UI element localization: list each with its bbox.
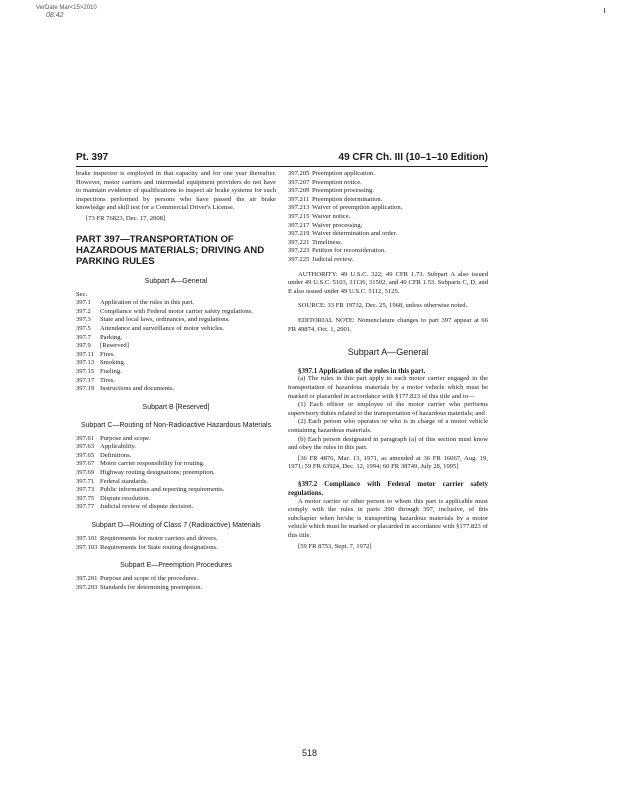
toc-section-title: Judicial review.	[312, 255, 354, 263]
sec-label: Sec.	[76, 290, 88, 298]
toc-section-number: 397.63	[76, 443, 95, 451]
running-header	[76, 152, 488, 163]
toc-section-title: Federal standards.	[100, 477, 148, 485]
subpart-c-heading: Subpart C—Routing of Non-Radioactive Hazardous Materials	[80, 421, 272, 429]
toc-section-title: Waiver determination and order.	[312, 230, 398, 238]
toc-section-number: 397.201	[76, 575, 98, 583]
toc-section-title: Dispute resolution.	[100, 494, 151, 502]
toc-section-title: Waiver notice.	[312, 212, 351, 220]
toc-entry	[76, 334, 276, 343]
toc-section-number: 397.221	[288, 238, 310, 246]
toc-section-number: 397.5	[76, 324, 91, 332]
toc-section-number: 397.13	[76, 359, 95, 367]
stamp-date: VerDate Mar<15>2010	[36, 5, 97, 11]
toc-section-title: Judicial review of dispute decision.	[100, 503, 194, 511]
toc-section-number: 397.9	[76, 342, 91, 350]
toc-section-number: 397.75	[76, 494, 95, 502]
part-title: PART 397—TRANSPORTATION OF HAZARDOUS MATERIALS; DRIVING AND PARKING RULES	[76, 233, 265, 267]
intro-paragraph: brake inspector is employed in that capacity and for one year thereafter. However, motor carriers and intermodal equipment providers do not have to maintain evidence of qualifications to inspect air brake systems for such inspections performed by persons who have passed the air brake knowledge and skill test for a Commercial Driver's License.	[76, 170, 276, 212]
toc-section-number: 397.213	[288, 204, 310, 212]
toc-section-number: 397.2	[76, 307, 91, 315]
subpart-b-heading: Subpart B [Reserved]	[142, 403, 210, 411]
subpart-d-toc	[76, 535, 276, 552]
toc-entry	[288, 187, 488, 196]
subpart-a-toc	[76, 299, 276, 394]
toc-section-number: 397.1	[76, 299, 91, 307]
toc-section-title: Highway routing designations; preemption.	[100, 469, 215, 477]
toc-entry	[76, 469, 276, 478]
toc-section-title: Preemption application.	[312, 170, 375, 177]
toc-entry	[76, 351, 276, 360]
toc-section-number: 397.67	[76, 460, 95, 468]
toc-section-title: Purpose and scope of the procedures.	[100, 575, 199, 583]
toc-section-title: Tires.	[100, 376, 115, 384]
toc-section-title: Preemption processing.	[312, 187, 374, 195]
toc-entry	[76, 368, 276, 377]
toc-entry	[76, 486, 276, 495]
toc-section-number: 397.73	[76, 486, 95, 494]
toc-entry	[288, 179, 488, 188]
toc-entry	[76, 575, 276, 584]
toc-section-title: Attendance and surveillance of motor vehicles.	[100, 324, 225, 332]
subpart-e-toc	[76, 575, 276, 592]
toc-entry	[76, 299, 276, 308]
toc-section-number: 397.223	[288, 247, 310, 255]
left-column	[76, 170, 276, 592]
toc-section-number: 397.215	[288, 212, 310, 220]
right-column	[288, 170, 488, 551]
toc-entry	[76, 584, 276, 593]
toc-section-title: Applicability.	[100, 443, 137, 451]
toc-section-number: 397.103	[76, 543, 98, 551]
header-title: 49 CFR Ch. III (10–1–10 Edition)	[338, 152, 488, 163]
toc-entry	[288, 222, 488, 231]
header-part: Pt. 397	[76, 152, 109, 163]
toc-section-title: Compliance with Federal motor carrier safety regulations.	[100, 307, 253, 315]
toc-section-number: 397.225	[288, 255, 310, 263]
subpart-e-heading: Subpart E—Preemption Procedures	[120, 562, 232, 570]
toc-entry	[76, 359, 276, 368]
toc-section-title: Purpose and scope.	[100, 434, 151, 442]
toc-section-number: 397.77	[76, 503, 95, 511]
page-number: 518	[301, 748, 318, 758]
toc-entry	[76, 308, 276, 317]
toc-section-number: 397.17	[76, 376, 95, 384]
toc-section-number: 397.11	[76, 350, 94, 358]
editorial-note: EDITORIAL NOTE: Nomenclature changes to part 397 appear at 66 FR 49874, Oct. 1, 2001.	[288, 316, 488, 333]
toc-entry	[76, 544, 276, 553]
toc-section-number: 397.203	[76, 583, 98, 591]
section-397-1-a1: (1) Each officer or employee of the motor carrier who performs supervisory duties related to the transportation of hazardous materials; and	[288, 401, 488, 417]
toc-section-number: 397.207	[288, 178, 310, 186]
toc-section-number: 397.7	[76, 333, 91, 341]
toc-section-number: 397.71	[76, 477, 95, 485]
section-397-1-a: (a) The rules in this part apply to each motor carrier engaged in the transportation of hazardous materials by a motor vehicle which must be marked or placarded in accordance with §177.823 of this title and to—	[288, 375, 488, 400]
toc-section-title: Motor carrier responsibility for routing.	[100, 460, 205, 468]
source-note: SOURCE: 33 FR 19732, Dec. 25, 1968, unless otherwise noted.	[298, 302, 468, 310]
subpart-a-title: Subpart A—General	[347, 347, 429, 358]
toc-section-title: Fueling.	[100, 367, 122, 375]
toc-entry	[288, 170, 488, 179]
toc-section-number: 397.205	[288, 170, 310, 177]
toc-section-number: 397.3	[76, 316, 91, 324]
toc-section-title: Timeliness.	[312, 238, 343, 246]
section-397-1-citation: [36 FR 4876, Mar. 13, 1971, as amended at 36 FR 16067, Aug. 19, 1971; 59 FR 63924, Dec. 12, 1994; 60 FR 38749, July 28, 1995]	[288, 454, 488, 471]
toc-entry	[76, 377, 276, 386]
toc-entry	[76, 495, 276, 504]
corner-mark	[604, 8, 605, 13]
toc-section-title: Public information and reporting requirements.	[100, 486, 225, 494]
toc-section-title: Application of the rules in this part.	[100, 299, 194, 307]
toc-section-number: 397.19	[76, 385, 95, 393]
toc-entry	[288, 204, 488, 213]
toc-section-title: Parking.	[100, 333, 123, 341]
toc-section-number: 397.209	[288, 187, 310, 195]
section-397-1-a2: (2) Each person who operates or who is in charge of a motor vehicle containing hazardous materials.	[288, 418, 488, 435]
toc-section-title: [Reserved]	[100, 342, 129, 350]
toc-entry	[76, 503, 276, 512]
toc-section-number: 397.61	[76, 434, 95, 442]
toc-section-title: Smoking.	[100, 359, 126, 367]
toc-section-title: State and local laws, ordinances, and regulations.	[100, 316, 230, 324]
toc-entry	[288, 256, 488, 265]
toc-entry	[76, 535, 276, 544]
toc-section-title: Preemption notice.	[312, 178, 362, 186]
toc-entry	[76, 385, 276, 394]
section-397-2-citation: [59 FR 8753, Sept. 7, 1972]	[298, 542, 372, 550]
section-397-1-b: (b) Each person designated in paragraph (a) of this section must know and obey the rules in this part.	[288, 435, 488, 452]
toc-section-title: Standards for determining preemption.	[100, 583, 203, 591]
subpart-c-toc	[76, 435, 276, 512]
subpart-e-toc-continued	[288, 170, 488, 265]
header-rule	[76, 166, 488, 167]
toc-section-title: Waiver of preemption application.	[312, 204, 403, 212]
toc-entry	[76, 435, 276, 444]
toc-section-title: Requirements for State routing designations.	[100, 543, 218, 551]
toc-entry	[288, 196, 488, 205]
toc-section-number: 397.219	[288, 230, 310, 238]
toc-section-title: Instructions and documents.	[100, 385, 175, 393]
toc-section-number: 397.69	[76, 469, 95, 477]
toc-section-number: 397.65	[76, 451, 95, 459]
toc-section-title: Requirements for motor carriers and drivers.	[100, 535, 218, 543]
toc-section-number: 397.217	[288, 221, 310, 229]
toc-entry	[76, 325, 276, 334]
toc-entry	[76, 316, 276, 325]
toc-section-title: Fires.	[100, 350, 115, 358]
authority-note: AUTHORITY: 49 U.S.C. 322; 49 CFR 1.73. Subpart A also issued under 49 U.S.C. 5103, 31136, 31502, and 49 CFR 1.53. Subparts C, D, and E also issued under 49 U.S.C. 5112, 5125.	[288, 270, 488, 295]
stamp-time: 08:42	[46, 12, 64, 19]
toc-section-title: Waiver processing.	[312, 221, 363, 229]
toc-entry	[76, 443, 276, 452]
verdate-stamp	[36, 5, 97, 19]
toc-entry	[76, 342, 276, 351]
toc-entry	[288, 247, 488, 256]
toc-entry	[76, 452, 276, 461]
intro-citation: [73 FR 76823, Dec. 17, 2008]	[86, 214, 166, 222]
toc-entry	[288, 213, 488, 222]
toc-section-number: 397.15	[76, 367, 95, 375]
toc-section-title: Definitions.	[100, 451, 132, 459]
toc-entry	[288, 230, 488, 239]
toc-entry	[288, 239, 488, 248]
section-397-2-text: A motor carrier or other person to whom this part is applicable must comply with the rules in parts 390 through 397, inclusive, of this subchapter when he/she is transporting hazardous materials by a motor vehicle which must be marked or placarded in accordance with §177.823 of this title.	[288, 497, 488, 539]
toc-section-title: Preemption determination.	[312, 195, 383, 203]
toc-entry	[76, 460, 276, 469]
subpart-a-heading: Subpart A—General	[144, 277, 208, 285]
subpart-d-heading: Subpart D—Routing of Class 7 (Radioactive) Materials	[91, 522, 261, 530]
toc-section-number: 397.101	[76, 535, 98, 543]
section-397-1-heading: §397.1 Application of the rules in this part.	[298, 366, 426, 375]
toc-section-title: Petition for reconsideration.	[312, 247, 386, 255]
toc-entry	[76, 478, 276, 487]
toc-section-number: 397.211	[288, 195, 310, 203]
section-397-2-heading: §397.2 Compliance with Federal motor carrier safety regulations.	[288, 480, 488, 497]
